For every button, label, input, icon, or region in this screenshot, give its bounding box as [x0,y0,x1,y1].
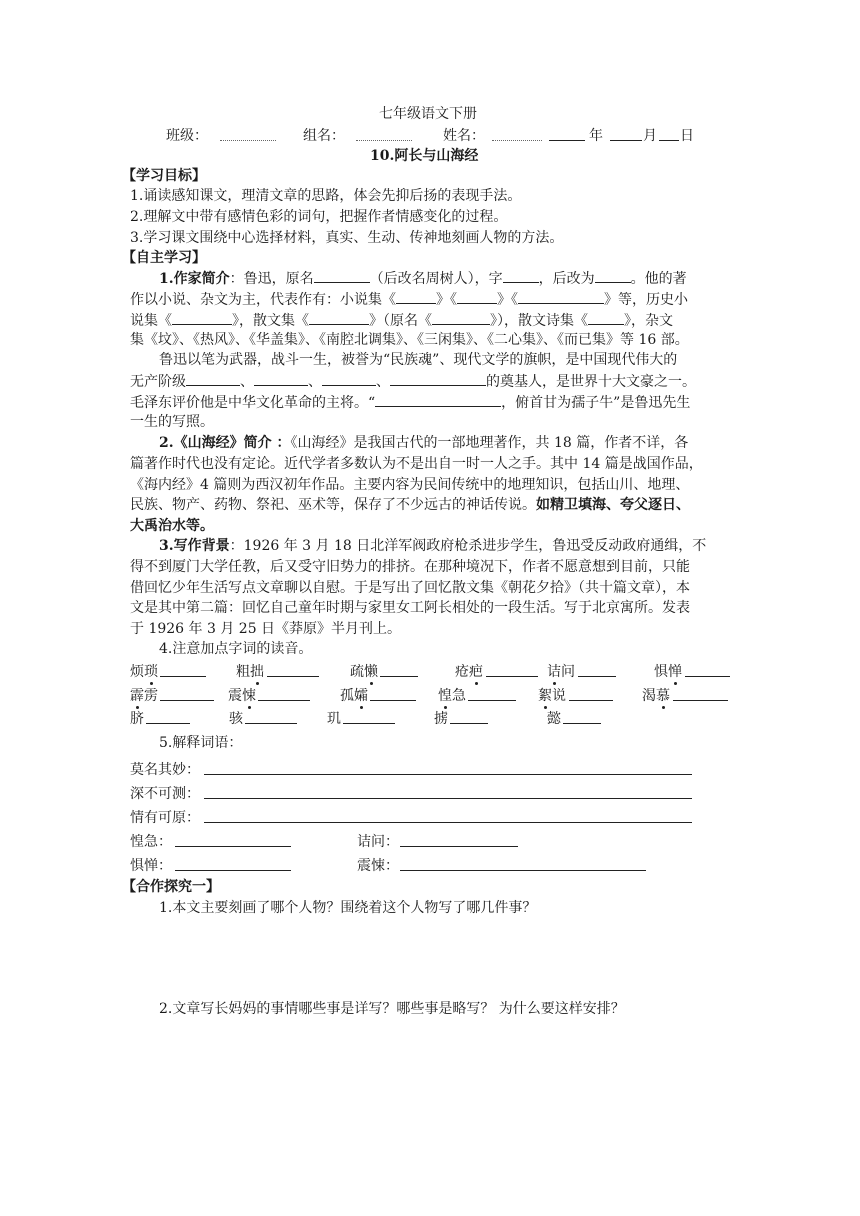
lesson-title: 10.阿长与山海经 [370,148,479,164]
term-zhensong-field[interactable] [400,870,646,871]
word-lu: 掳 [434,711,448,727]
coop-heading: 【合作探究一】 [122,879,220,895]
term-qingyoukeyuan-field[interactable] [204,822,692,823]
coop-question-2: 2.文章写长妈妈的事情哪些事是详写？哪些事是略写？ 为什么要这样安排？ [159,1001,625,1017]
word-judan: 惧惮 [654,664,682,680]
word-jiewen: 诘问 [547,664,575,680]
word-qi-field[interactable] [146,723,190,724]
term-jiewen: 诘问： [357,834,399,850]
term-zhensong: 震悚： [357,858,399,874]
group-field[interactable] [356,126,412,141]
term-jiewen-field[interactable] [400,846,518,847]
word-huangji: 惶急 [438,688,466,704]
term-mingmiao: 莫名其妙： [130,762,200,778]
goal-3: 3.学习课文围绕中心选择材料，真实、生动、传神地刻画人物的方法。 [130,230,564,246]
courtesy-name-field[interactable] [503,268,539,283]
essay-original-field[interactable] [432,310,490,325]
author-intro-line-2: 作以小说、杂文为主，代表作有：小说集《 》《 》《 》等，历史小 [130,289,688,310]
novel-2-field[interactable] [457,289,497,304]
shanhaijing-line-5: 大禹治水等。 [130,518,214,534]
word-zhensong-field[interactable] [258,700,310,701]
quote-field[interactable] [375,392,501,407]
role-2-field[interactable] [254,371,308,386]
goal-1: 1.诵读感知课文，理清文章的思路，体会先抑后扬的表现手法。 [130,188,522,204]
background-line-5: 于 1926 年 3 月 25 日《莽原》半月刊上。 [130,621,402,637]
term-huangji: 惶急： [130,834,172,850]
class-label: 班级： [166,128,208,144]
word-qi: 脐 [130,711,144,727]
background-line-4: 文是其中第二篇：回忆自己童年时期与家里女工阿长相处的一段生活。写于北京寓所。发表 [130,600,690,616]
shanhaijing-line-3: 《海内经》4 篇则为西汉初年作品。主要内容为民间传统中的地理知识，包括山川、地理、 [130,477,690,493]
word-yi: 懿 [547,711,561,727]
term-qingyoukeyuan: 情有可原： [130,810,200,826]
author-intro-line-3: 说集《 》，散文集《 》（原名《 》），散文诗集《 》，杂文 [130,310,673,331]
word-huangji-field[interactable] [468,700,516,701]
term-mingmiao-field[interactable] [204,774,692,775]
pronunciation-label: 4.注意加点字词的读音。 [159,641,313,657]
book-title: 七年级语文下册 [379,106,477,122]
coop-question-1: 1.本文主要刻画了哪个人物？围绕着这个人物写了哪几件事？ [159,900,537,916]
word-shulan-field[interactable] [380,676,418,677]
year-label: 年 [589,128,603,144]
vocabulary-label: 5.解释词语： [159,735,243,751]
word-gushuang-field[interactable] [370,700,416,701]
class-field[interactable] [220,126,276,141]
role-1-field[interactable] [186,371,240,386]
month-field[interactable] [610,126,642,141]
self-heading: 【自主学习】 [122,250,206,266]
word-kemu: 渴慕 [642,688,670,704]
history-novel-field[interactable] [172,310,232,325]
word-cuzhuo: 粗拙 [236,664,264,680]
term-judan: 惧惮： [130,858,172,874]
word-ji-field[interactable] [343,723,395,724]
word-hai: 骇 [229,711,243,727]
term-shenbukece: 深不可测： [130,786,200,802]
word-chuangba: 疮疤 [455,664,483,680]
word-fansuo-field[interactable] [160,676,206,677]
word-hai-field[interactable] [245,723,297,724]
day-field[interactable] [659,126,679,141]
essay-field[interactable] [309,310,369,325]
word-gushuang: 孤孀 [340,688,368,704]
role-3-field[interactable] [322,371,376,386]
day-label: 日 [680,128,694,144]
shanhaijing-line-2: 篇著作时代也没有定论。近代学者多数认为不是出自一时一人之手。其中 14 篇是战国作品， [130,456,703,472]
author-para-2-line-3: 毛泽东评价他是中华文化革命的主将。“ ，俯首甘为孺子牛”是鲁迅先生 [130,392,690,413]
author-para-2-line-1: 鲁迅以笔为武器，战斗一生，被誉为“民族魂”、现代文学的旗帜，是中国现代伟大的 [159,352,678,368]
word-zhensong: 震悚 [228,688,256,704]
term-huangji-field[interactable] [175,846,291,847]
word-xushuo-field[interactable] [569,700,613,701]
goal-2: 2.理解文中带有感情色彩的词句，把握作者情感变化的过程。 [130,209,508,225]
word-yi-field[interactable] [563,723,601,724]
word-shulan: 疏懒 [350,664,378,680]
group-label: 组名： [303,128,345,144]
word-pili: 霹雳 [130,688,158,704]
word-kemu-field[interactable] [673,700,728,701]
author-para-2-line-2: 无产阶级 、 、 、 的奠基人，是世界十大文豪之一。 [130,371,696,392]
word-lu-field[interactable] [450,723,488,724]
author-intro-line-1: 1.作家简介：鲁迅，原名 （后改名周树人），字 ，后改为 。他的著 [159,268,687,289]
shanhaijing-line-1: 2.《山海经》简介 ：《山海经》是我国古代的一部地理著作，共 18 篇，作者不详，各 [159,435,689,451]
name-label: 姓名： [443,128,485,144]
term-judan-field[interactable] [175,870,291,871]
original-name-field[interactable] [314,268,370,283]
word-pili-field[interactable] [160,700,214,701]
word-fansuo: 烦琐 [130,664,158,680]
author-intro-line-4: 集《坟》、《热风》、《华盖集》、《南腔北调集》、《三闲集》、《二心集》、《而已集》等 16 部。 [130,332,689,348]
novel-1-field[interactable] [396,289,436,304]
word-ji: 玑 [327,711,341,727]
background-line-3: 借回忆少年生活写点文章聊以自慰。于是写出了回忆散文集《朝花夕拾》（共十篇文章），本 [130,580,690,596]
word-judan-field[interactable] [685,676,730,677]
term-shenbukece-field[interactable] [204,798,692,799]
role-4-field[interactable] [390,371,486,386]
background-line-2: 得不到厦门大学任教，后又受守旧势力的排挤。在那种境况下，作者不愿意想到目前，只能 [130,559,690,575]
author-para-2-line-4: 一生的写照。 [130,414,214,430]
shanhaijing-line-4: 民族、物产、药物、祭祀、巫术等，保存了不少远古的神话传说。如精卫填海、夸父逐日、 [130,497,690,513]
changed-name-field[interactable] [595,268,631,283]
novel-3-field[interactable] [518,289,604,304]
word-cuzhuo-field[interactable] [267,676,319,677]
word-jiewen-field[interactable] [578,676,616,677]
word-chuangba-field[interactable] [486,676,538,677]
goals-heading: 【学习目标】 [122,168,206,184]
word-xushuo: 絮说 [538,688,566,704]
background-line-1: 3.写作背景：1926 年 3 月 18 日北洋军阀政府枪杀进步学生，鲁迅受反动政府通缉，不 [159,538,707,554]
year-field[interactable] [549,126,585,141]
month-label: 月 [643,128,657,144]
prose-poem-field[interactable] [588,310,624,325]
name-field[interactable] [492,126,542,141]
